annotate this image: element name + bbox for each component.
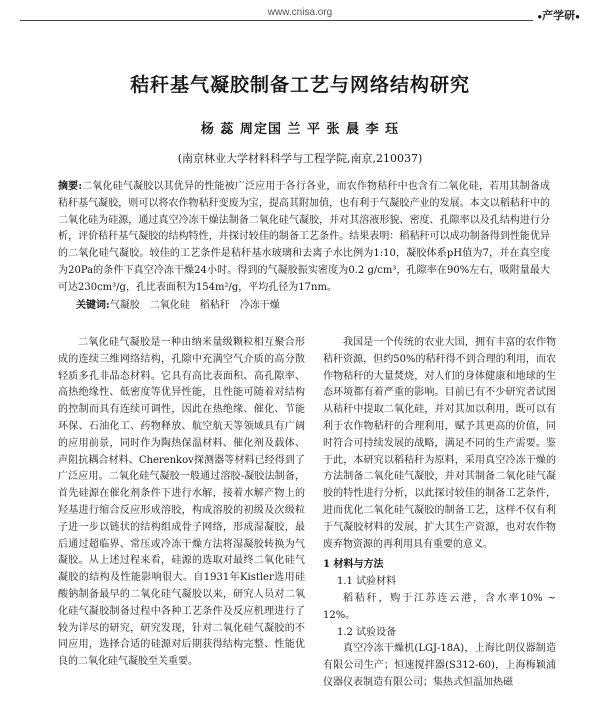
keywords bbox=[76, 296, 550, 311]
keywords-label: 关键词: bbox=[76, 300, 110, 311]
body-column-right bbox=[323, 335, 556, 692]
section-tag bbox=[533, 7, 580, 23]
keyword: 气凝胶 bbox=[109, 300, 140, 311]
bullet-icon: ● bbox=[575, 12, 580, 21]
journal-url: www.cnisa.org bbox=[267, 7, 333, 18]
abstract-label: 摘要: bbox=[58, 181, 83, 192]
abstract-text: 二氧化硅气凝胶以其优异的性能被广泛应用于各行各业，而农作物秸秆中也含有二氧化硅，若用其制备成秸秆基气凝胶，则可以将农作物秸秆变废为宝，提高其附加值，也有利于气凝胶产业的发展。本文以稻秸秆中的二氧化硅为硅源，通过真空冷冻干燥法制备二氧化硅气凝胶，并对其溶液形貌、密度、孔隙率以及孔结构进行分析，评价秸秆基气凝胶的结构特性，并探讨较佳的制备工艺条件。结果表明：稻秸秆可以成功制备得到性能优异的二氧化硅气凝胶。较佳的工艺条件是秸秆基水玻璃和去离子水比例为1:10，凝胶体系pH值为7，并在真空度为20Pa的条件下真空冷冻干燥24小时。得到的气凝胶振实密度为0.2 g/cm³，孔隙率在90%左右，吸附量最大可达230cm³/g，孔比表面积为154m²/g，平均孔径为17nm。 bbox=[58, 181, 550, 293]
section-label: 产学研 bbox=[542, 10, 576, 22]
authors: 杨 蕊 周定国 兰 平 张 晨 李 珏 bbox=[200, 122, 400, 137]
body-paragraph: 稻秸秆，购于江苏连云港，含水率10% ~ 12%。 bbox=[323, 592, 556, 621]
body-paragraph: 真空冷冻干燥机(LGJ-18A)，上海比朗仪器制造有限公司生产；恒速搅拌器(S312-60)，上海梅颖浦仪器仪表制造有限公司；集热式恒温加热磁 bbox=[323, 643, 556, 688]
header-rule bbox=[20, 20, 580, 21]
body-column-left bbox=[58, 335, 305, 671]
page-header bbox=[0, 0, 600, 30]
section-heading: 1 材料与方法 bbox=[323, 559, 384, 571]
paper-title: 秸秆基气凝胶制备工艺与网络结构研究 bbox=[129, 74, 470, 96]
subsection-heading: 1.1 试验材料 bbox=[337, 576, 397, 588]
body-paragraph: 我国是一个传统的农业大国，拥有丰富的农作物秸秆资源，但约50%的秸秆得不到合理的利用，而农作物秸秆的大量焚烧，对人们的身体健康和地球的生态环境都有着严重的影响。目前已有不少研究者试图从秸秆中提取二氧化硅，并对其加以利用，既可以有利于农作物秸秆的合理利用，赋予其更高的价值，同时符合可持续发展的战略，满足不同的生产需要。鉴于此，本研究以稻秸秆为原料，采用真空冷冻干燥的方法制备二氧化硅气凝胶，并对其制备二氧化硅气凝胶的特性进行分析，以此探讨较佳的制备工艺条件，进而优化二氧化硅气凝胶的制备工艺，这样不仅有利于气凝胶材料的发展，扩大其生产资源，也对农作物废弃物资源的再利用具有重要的意义。 bbox=[323, 337, 556, 550]
keyword: 冷冻干燥 bbox=[239, 300, 280, 311]
affiliation: (南京林业大学材料科学与工程学院,南京,210037) bbox=[177, 152, 423, 165]
keyword: 二氧化硅 bbox=[149, 300, 190, 311]
bullet-icon: ● bbox=[537, 12, 543, 21]
body-paragraph: 二氧化硅气凝胶是一种由纳米量级颗粒相互聚合形成的连续三维网络结构，孔隙中充满空气介质的高分散轻质多孔非晶态材料。它具有高比表面积、高孔隙率、高热绝缘性、低密度等优异性能，且性能可随着对结构的控制而具有连续可调性，因此在热绝缘、催化、节能环保、石油化工、药物释放、航空航天等领域具有广阔的应用前景，同时作为陶热保温材料、催化剂及载体、声阻抗耦合材料、Cherenkov探测器等材料已经得到了广泛应用。二氧化硅气凝胶一般通过溶胶-凝胶法制备，首先硅源在催化剂条件下进行水解，接着水解产物上的羟基进行缩合反应形成溶胶，构成溶胶的初级及次级粒子进一步以链状的结构组成骨子网络，形成湿凝胶，最后通过超临界、常压或冷冻干燥方法将湿凝胶转换为气凝胶。从上述过程来看，硅源的选取对最终二氧化硅气凝胶的结构及性能影响很大。自1931年Kistler选用硅酸钠制备最早的二氧化硅气凝胶以来，研究人员对二氧化硅气凝胶制备过程中各种工艺条件及反应机理进行了较为详尽的研究，研究发现，针对二氧化硅气凝胶的不同应用，选择合适的硅源对后期获得结构完整、性能优良的二氧化硅气凝胶至关重要。 bbox=[58, 337, 305, 668]
keyword: 稻秸秆 bbox=[199, 300, 230, 311]
abstract bbox=[58, 179, 550, 297]
subsection-heading: 1.2 试验设备 bbox=[337, 626, 397, 638]
